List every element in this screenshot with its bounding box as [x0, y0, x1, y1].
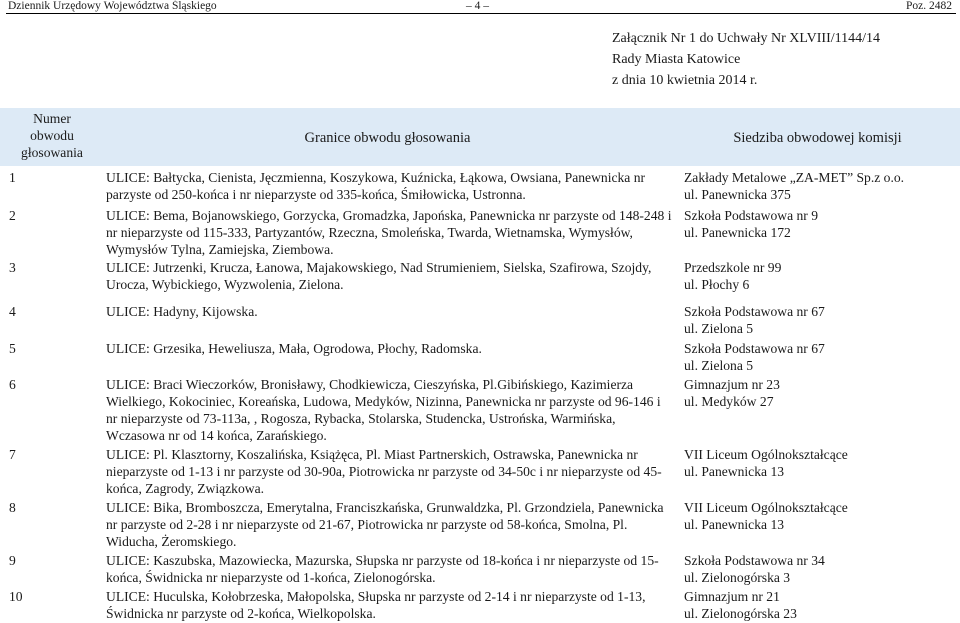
- row-number: 6: [9, 377, 16, 392]
- row-bounds: ULICE: Jutrzenki, Krucza, Łanowa, Majakowskiego, Nad Strumieniem, Sielska, Szafirowa, Szojdy, Urocza, Wybickiego, Wyzwolenia, Zielona.: [106, 260, 652, 292]
- position-number: Poz. 2482: [906, 0, 952, 12]
- row-seat: Gimnazjum nr 21 ul. Zielonogórska 23: [684, 589, 797, 621]
- row-number: 1: [9, 170, 16, 185]
- header-seat: Siedziba obwodowej komisji: [733, 130, 902, 146]
- row-seat: Zakłady Metalowe „ZA-MET” Sp.z o.o. ul. Panewnicka 375: [684, 170, 905, 202]
- row-number: 10: [9, 589, 23, 604]
- annex-title: Załącznik Nr 1 do Uchwały Nr XLVIII/1144/14: [612, 31, 881, 46]
- row-bounds: ULICE: Hadyny, Kijowska.: [106, 304, 258, 319]
- row-seat: Gimnazjum nr 23 ul. Medyków 27: [684, 377, 780, 409]
- row-seat: Szkoła Podstawowa nr 67 ul. Zielona 5: [684, 304, 825, 336]
- row-number: 9: [9, 553, 16, 568]
- row-number: 7: [9, 447, 16, 462]
- row-number: 8: [9, 500, 16, 515]
- table-header: [0, 108, 960, 166]
- row-bounds: ULICE: Pl. Klasztorny, Koszalińska, Książęca, Pl. Miast Partnerskich, Ostrawska, Panewnicka nr nieparzyste od 1-13 i nr parzyste od 30-90a, Piotrowicka nr parzyste od 34-50c i nr nieparzyste od 45-końca, Zagrody, Związkowa.: [106, 447, 662, 496]
- page-number: – 4 –: [466, 0, 489, 12]
- header-bounds: Granice obwodu głosowania: [304, 130, 471, 146]
- row-number: 3: [9, 260, 16, 275]
- annex-block: [612, 28, 880, 91]
- row-seat: Szkoła Podstawowa nr 67 ul. Zielona 5: [684, 341, 825, 373]
- page-header: [0, 0, 960, 14]
- header-rule: [6, 13, 956, 14]
- row-seat: Szkoła Podstawowa nr 9 ul. Panewnicka 172: [684, 208, 819, 240]
- row-bounds: ULICE: Grzesika, Heweliusza, Mała, Ogrodowa, Płochy, Radomska.: [106, 341, 482, 356]
- row-seat: VII Liceum Ogólnokształcące ul. Panewnicka 13: [684, 447, 848, 479]
- row-bounds: ULICE: Bałtycka, Cienista, Jęczmienna, Koszykowa, Kuźnicka, Łąkowa, Owsiana, Panewnicka nr parzyste od 250-końca i nr nieparzyste od 335-końca, Śmiłowicka, Ustronna.: [106, 170, 646, 202]
- row-bounds: ULICE: Kaszubska, Mazowiecka, Mazurska, Słupska nr parzyste od 18-końca i nr nieparzyste od 15-końca, Świdnicka nr nieparzyste od 1-końca, Zielonogórska.: [106, 553, 659, 585]
- header-number: Numer obwodu głosowania: [21, 111, 83, 160]
- annex-date: z dnia 10 kwietnia 2014 r.: [612, 73, 758, 88]
- journal-title: Dziennik Urzędowy Województwa Śląskiego: [8, 0, 217, 12]
- row-seat: Szkoła Podstawowa nr 34 ul. Zielonogórska 3: [684, 553, 825, 585]
- row-number: 2: [9, 208, 16, 223]
- row-number: 4: [9, 304, 16, 319]
- row-bounds: ULICE: Braci Wieczorków, Bronisławy, Chodkiewicza, Cieszyńska, Pl.Gibińskiego, Kazimierza Wielkiego, Kokociniec, Koreańska, Ludowa, Medyków, Nizinna, Panewnicka nr parzyste od 96-146 i nr nieparzyste od 73-113a, , Rogosza, Rybacka, Stolarska, Studencka, Ustrońska, Warmińska, Wczasowa nr od 14 końca, Zarańskiego.: [106, 377, 661, 443]
- row-seat: Przedszkole nr 99 ul. Płochy 6: [684, 260, 782, 292]
- row-bounds: ULICE: Bika, Bromboszcza, Emerytalna, Franciszkańska, Grunwaldzka, Pl. Grzondziela, Panewnicka nr parzyste od 2-28 i nr nieparzyste od 21-67, Piotrowicka nr parzyste od 58-końca, Smolna, Pl. Widucha, Żeromskiego.: [106, 500, 664, 549]
- row-bounds: ULICE: Bema, Bojanowskiego, Gorzycka, Gromadzka, Japońska, Panewnicka nr parzyste od 148-248 i nr nieparzyste od 115-333, Partyzantów, Rzeczna, Smoleńska, Twarda, Wietnamska, Wymysłów, Wymysłów Tylna, Zamiejska, Ziembowa.: [106, 208, 672, 257]
- annex-council: Rady Miasta Katowice: [612, 52, 741, 67]
- row-seat: VII Liceum Ogólnokształcące ul. Panewnicka 13: [684, 500, 848, 532]
- row-bounds: ULICE: Huculska, Kołobrzeska, Małopolska, Słupska nr parzyste od 2-14 i nr nieparzyste od 1-13, Świdnicka nr parzyste od 2-końca, Wielkopolska.: [106, 589, 646, 621]
- row-number: 5: [9, 341, 16, 356]
